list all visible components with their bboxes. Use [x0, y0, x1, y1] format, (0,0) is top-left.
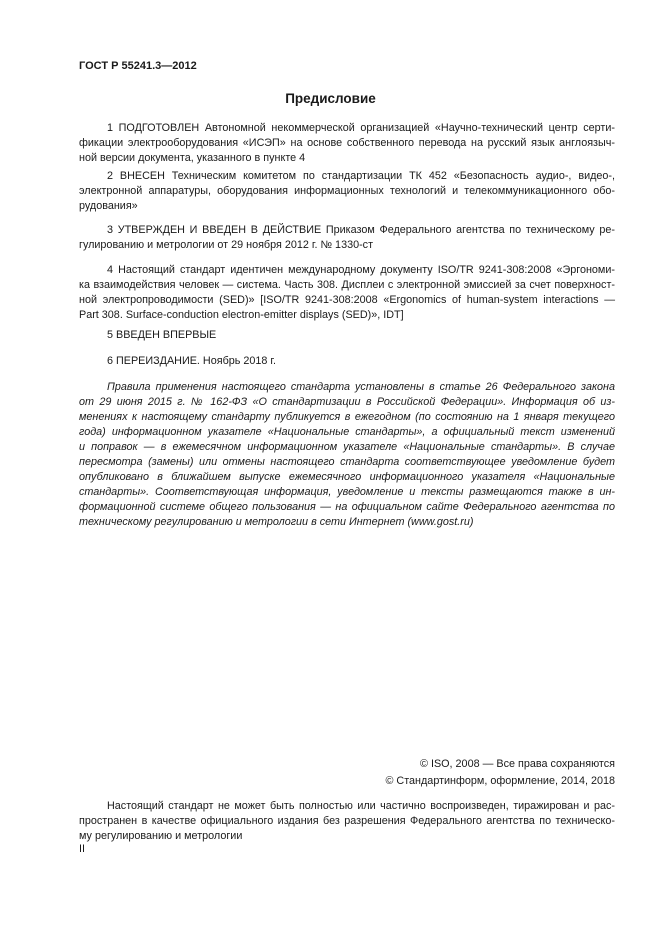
- text-line: 5 ВВЕДЕН ВПЕРВЫЕ: [107, 329, 217, 341]
- text-line: ной электропроводимости (SED)» [ISO/TR 9241-308:2008 «Ergonomics of human-system interactions —: [79, 294, 615, 306]
- foreword-item-6: [79, 354, 615, 369]
- page-title: Предисловие: [285, 91, 376, 106]
- text-line: Правила применения настоящего стандарта установлены в статье 26 Федерального закона: [107, 381, 615, 393]
- text-line: ной версии документа, указанного в пункте 4: [79, 152, 306, 164]
- text-line: 6 ПЕРЕИЗДАНИЕ. Ноябрь 2018 г.: [107, 355, 277, 367]
- foreword-item-2: [79, 169, 615, 214]
- text-line: 1 ПОДГОТОВЛЕН Автономной некоммерческой организацией «Научно-технический центр серти-: [107, 122, 615, 134]
- text-line: пространен в качестве официального издания без разрешения Федерального агентства по техническо-: [79, 815, 615, 827]
- foreword-item-4: [79, 263, 615, 323]
- text-line: 2 ВНЕСЕН Техническим комитетом по стандартизации ТК 452 «Безопасность аудио-, видео-,: [107, 170, 615, 182]
- document-code: ГОСТ Р 55241.3—2012: [79, 60, 197, 72]
- text-line: Настоящий стандарт не может быть полностью или частично воспроизведен, тиражирован и рас-: [107, 800, 615, 812]
- copyright-iso: © ISO, 2008 — Все права сохраняются: [420, 758, 615, 770]
- text-line: года) информационном указателе «Национальные стандарты», а официальный текст изменений: [79, 426, 615, 438]
- footer-notice: [79, 799, 615, 844]
- text-line: менениях к настоящему стандарту публикуется в ежегодном (по состоянию на 1 января текущего: [79, 411, 615, 423]
- text-line: ка взаимодействия человек — система. Часть 308. Дисплеи с электронной эмиссией за счет поверхност-: [79, 279, 615, 291]
- text-line: техническому регулированию и метрологии в сети Интернет (www.gost.ru): [79, 516, 474, 528]
- page-number: II: [79, 843, 85, 855]
- foreword-item-1: [79, 121, 615, 166]
- text-line: гулированию и метрологии от 29 ноября 2012 г. № 1330-ст: [79, 239, 374, 251]
- text-line: пересмотра (замены) или отмены настоящего стандарта соответствующее уведомление будет: [79, 456, 615, 468]
- text-line: электронной аппаратуры, оборудования информационных технологий и телекоммуникационного обо-: [79, 185, 615, 197]
- text-line: от 29 июня 2015 г. № 162-ФЗ «О стандартизации в Российской Федерации». Информация об из-: [79, 396, 615, 408]
- text-line: фикации электрооборудования «ИСЭП» на основе собственного перевода на русский язык англоязыч-: [79, 137, 615, 149]
- text-line: му регулированию и метрологии: [79, 830, 243, 842]
- text-line: и поправок — в ежемесячном информационном указателе «Национальные стандарты». В случае: [79, 441, 615, 453]
- rules-notice: [79, 380, 615, 530]
- text-line: 4 Настоящий стандарт идентичен международному документу ISO/TR 9241-308:2008 «Эргономи-: [107, 264, 615, 276]
- text-line: Part 308. Surface-conduction electron-emitter displays (SED)», IDT]: [79, 309, 404, 321]
- copyright-standartinform: © Стандартинформ, оформление, 2014, 2018: [385, 775, 615, 787]
- copyright-block: [385, 756, 615, 790]
- foreword-item-3: [79, 223, 615, 253]
- text-line: стандарты». Соответствующая информация, уведомление и тексты размещаются также в ин-: [79, 486, 615, 498]
- text-line: рудования»: [79, 200, 138, 212]
- text-line: 3 УТВЕРЖДЕН И ВВЕДЕН В ДЕЙСТВИЕ Приказом Федерального агентства по техническому ре-: [107, 224, 615, 236]
- text-line: формационной системе общего пользования — на официальном сайте Федерального агентства по: [79, 501, 615, 513]
- text-line: опубликовано в ближайшем выпуске ежемесячного информационного указателя «Национальные: [79, 471, 615, 483]
- foreword-item-5: [79, 328, 615, 343]
